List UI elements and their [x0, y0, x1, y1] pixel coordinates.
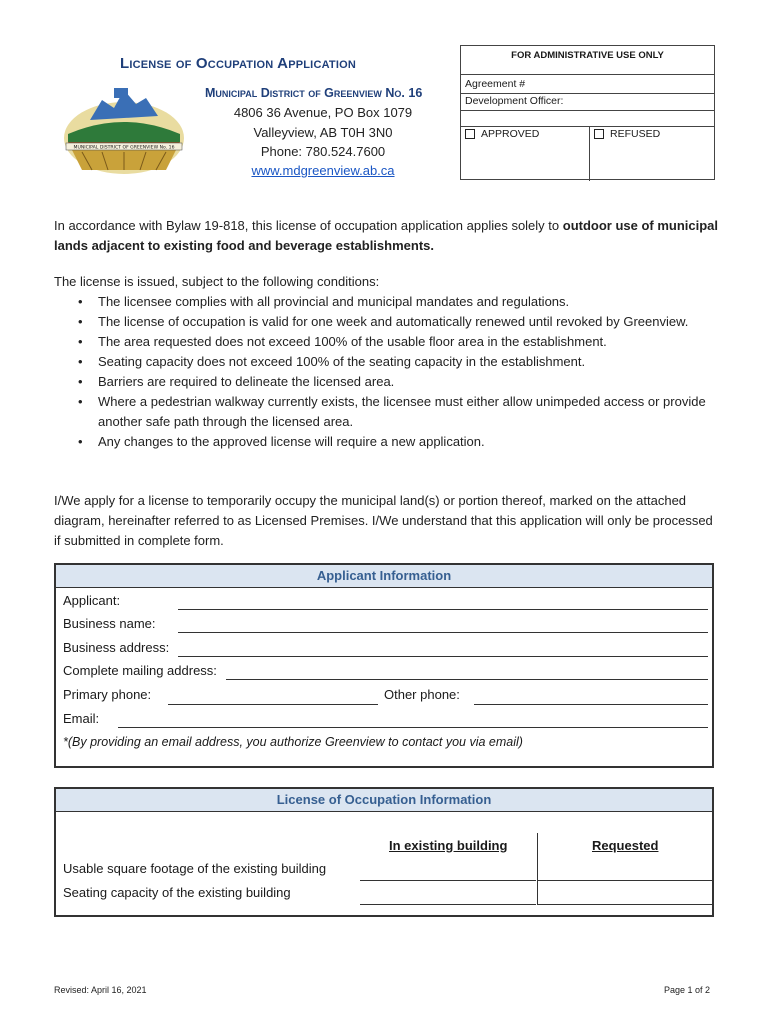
condition-item: • Barriers are required to delineate the licensed area. [98, 372, 719, 392]
applicant-information-header: Applicant Information [56, 565, 712, 588]
district-logo-icon [62, 80, 186, 178]
email-field[interactable] [118, 727, 708, 728]
address-line-2: Valleyview, AB T0H 3N0 [253, 125, 393, 140]
other-phone-label: Other phone: [384, 687, 460, 702]
applicant-label: Applicant: [63, 593, 121, 608]
existing-seating-field[interactable] [360, 904, 536, 905]
applicant-field[interactable] [178, 609, 708, 610]
col-requested-header: Requested [592, 838, 659, 853]
development-officer-label: Development Officer: [465, 95, 564, 107]
admin-header: FOR ADMINISTRATIVE USE ONLY [511, 50, 664, 61]
condition-item: • Any changes to the approved license will require a new application. [98, 432, 719, 452]
intro-paragraph: In accordance with Bylaw 19-818, this license of occupation application applies solely to outdoor use of municipal lands adjacent to existing food and beverage establishments. [54, 218, 719, 253]
condition-item: • Where a pedestrian walkway currently exists, the licensee must either allow unimpeded access or provide another safe path through the licensed area. [98, 392, 719, 432]
email-note: *(By providing an email address, you authorize Greenview to contact you via email) [63, 735, 523, 749]
admin-use-box [460, 45, 715, 180]
district-name: Municipal District of Greenview No. 16 [205, 86, 423, 100]
approved-label: APPROVED [481, 128, 540, 140]
col-existing-header: In existing building [389, 838, 508, 853]
row-square-footage-label: Usable square footage of the existing building [63, 861, 327, 876]
business-name-label: Business name: [63, 616, 156, 631]
address-line-1: 4806 36 Avenue, PO Box 1079 [233, 105, 413, 120]
existing-footage-field[interactable] [360, 880, 536, 881]
conditions-section [54, 272, 719, 452]
agreement-label: Agreement # [465, 78, 526, 90]
row-seating-capacity-label: Seating capacity of the existing building [63, 885, 291, 900]
business-address-label: Business address: [63, 640, 170, 655]
refused-label: REFUSED [610, 128, 661, 140]
requested-seating-field[interactable] [538, 904, 712, 905]
applicant-information-box [54, 563, 714, 768]
declaration-paragraph: I/We apply for a license to temporarily occupy the municipal land(s) or portion thereof, marked on the attached diagram, hereinafter referred to as Licensed Premises. I/We understand that this application will only be processed if submitted in complete form. [54, 493, 713, 548]
license-information-header: License of Occupation Information [56, 789, 712, 812]
requested-footage-field[interactable] [538, 880, 712, 881]
svg-text:MUNICIPAL DISTRICT OF GREENVIE: MUNICIPAL DISTRICT OF GREENVIEW No. 16 [73, 145, 175, 151]
conditions-lead: The license is issued, subject to the following conditions: [54, 274, 380, 289]
condition-item: • Seating capacity does not exceed 100% of the seating capacity in the establishment. [98, 352, 719, 372]
approved-checkbox[interactable] [465, 129, 475, 139]
mailing-address-field[interactable] [226, 679, 708, 680]
license-information-box [54, 787, 714, 917]
page-number: Page 1 of 2 [664, 985, 711, 995]
revised-date: Revised: April 16, 2021 [54, 985, 147, 995]
condition-item: • The area requested does not exceed 100% of the usable floor area in the establishment. [98, 332, 719, 352]
primary-phone-label: Primary phone: [63, 687, 152, 702]
email-label: Email: [63, 711, 100, 726]
mailing-address-label: Complete mailing address: [63, 663, 217, 678]
phone-number: Phone: 780.524.7600 [260, 144, 386, 159]
page-title: License of Occupation Application [120, 55, 356, 72]
business-name-field[interactable] [178, 632, 708, 633]
primary-phone-field[interactable] [168, 704, 378, 705]
condition-item: • The licensee complies with all provincial and municipal mandates and regulations. [98, 292, 719, 312]
refused-checkbox[interactable] [594, 129, 604, 139]
business-address-field[interactable] [178, 656, 708, 657]
condition-item: • The license of occupation is valid for one week and automatically renewed until revoked by Greenview. [98, 312, 719, 332]
website-link[interactable]: www.mdgreenview.ab.ca [251, 163, 395, 178]
other-phone-field[interactable] [474, 704, 708, 705]
